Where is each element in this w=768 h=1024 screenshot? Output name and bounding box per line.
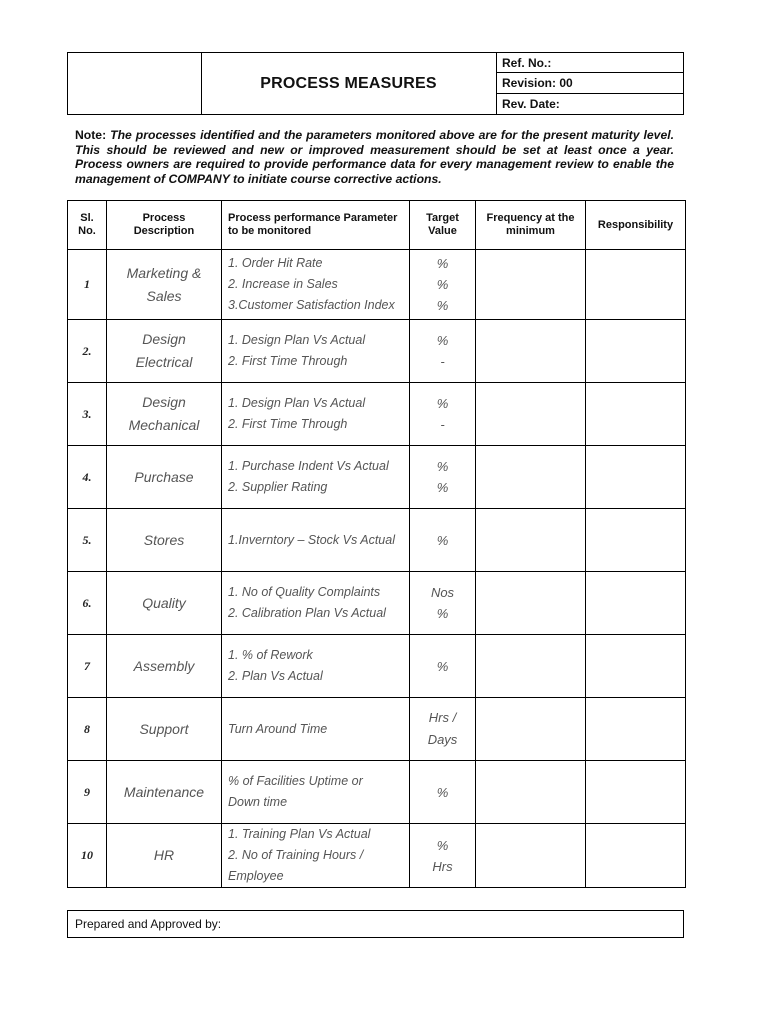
header-process-description: Process Description: [107, 201, 222, 250]
process-description-cell: [107, 761, 222, 824]
targets-line: %: [436, 298, 449, 313]
targets-line: %: [436, 256, 449, 271]
params-line: 1. Training Plan Vs Actual: [228, 827, 371, 841]
sl-no-cell: 2.: [68, 320, 107, 383]
table-row: [68, 250, 686, 320]
ref-no-label: Ref. No.:: [496, 53, 683, 73]
target-value-cell: [410, 572, 476, 635]
params-line: 2. Calibration Plan Vs Actual: [228, 606, 386, 620]
desc-line: Mechanical: [128, 417, 200, 433]
params-line: 1. No of Quality Complaints: [228, 585, 381, 599]
params-line: Employee: [228, 869, 284, 883]
table-row: [68, 383, 686, 446]
header-frequency: Frequency at the minimum: [476, 201, 586, 250]
parameter-cell: [222, 383, 410, 446]
responsibility-cell: [586, 635, 686, 698]
responsibility-cell: [586, 250, 686, 320]
target-value-cell: [410, 320, 476, 383]
process-description-cell: [107, 320, 222, 383]
frequency-cell: [476, 383, 586, 446]
sl-no-cell: 5.: [68, 509, 107, 572]
targets-line: Hrs: [432, 858, 453, 874]
frequency-cell: [476, 572, 586, 635]
prepared-approved-box: Prepared and Approved by:: [67, 910, 684, 938]
params-line: 1. Order Hit Rate: [228, 256, 323, 270]
targets-line: Nos: [430, 585, 455, 600]
responsibility-cell: [586, 383, 686, 446]
table-row: [68, 572, 686, 635]
responsibility-cell: [586, 320, 686, 383]
params-line: 2. First Time Through: [228, 354, 348, 368]
targets-line: -: [440, 354, 445, 369]
table-header-row: [68, 201, 686, 250]
note-text: The processes identified and the parameters monitored above are for the present maturity level. This should be reviewed and new or improved measurement should be set at least once a year. Process owners are required to provide performance data for every management review to enable the management of COMPANY to initiate course corrective actions.: [75, 128, 674, 186]
logo-cell: [68, 53, 202, 114]
parameter-cell: [222, 509, 410, 572]
targets-line: %: [436, 459, 449, 474]
responsibility-cell: [586, 761, 686, 824]
sl-no-cell: 3.: [68, 383, 107, 446]
desc-line: Marketing &: [126, 264, 202, 281]
desc-line: Purchase: [134, 468, 194, 485]
targets-line: %: [436, 532, 449, 548]
targets-line: Hrs /: [428, 710, 457, 725]
params-line: 1. Purchase Indent Vs Actual: [228, 459, 389, 473]
params-line: 2. First Time Through: [228, 417, 348, 431]
params-line: Down time: [228, 795, 288, 809]
desc-line: Electrical: [135, 354, 193, 370]
note-paragraph: [75, 128, 674, 186]
document-title: PROCESS MEASURES: [201, 53, 497, 114]
responsibility-cell: [586, 509, 686, 572]
responsibility-cell: [586, 446, 686, 509]
parameter-cell: [222, 698, 410, 761]
rev-date-label: Rev. Date:: [502, 96, 560, 111]
note-label: Note:: [75, 128, 107, 142]
desc-line: Sales: [146, 287, 182, 304]
targets-line: Days: [427, 732, 458, 747]
targets-line: %: [436, 658, 449, 674]
table-row: [68, 698, 686, 761]
process-description-cell: [107, 635, 222, 698]
target-value-cell: [410, 250, 476, 320]
process-description-cell: [107, 446, 222, 509]
sl-no-cell: 6.: [68, 572, 107, 635]
parameter-cell: [222, 761, 410, 824]
desc-line: HR: [153, 847, 175, 863]
process-description-cell: [107, 383, 222, 446]
target-value-cell: [410, 824, 476, 888]
table-row: [68, 761, 686, 824]
targets-line: %: [436, 333, 449, 348]
params-line: 2. Supplier Rating: [228, 480, 328, 494]
target-value-cell: [410, 635, 476, 698]
header-responsibility: Responsibility: [586, 201, 686, 250]
target-value-cell: [410, 698, 476, 761]
params-line: 1. % of Rework: [228, 648, 313, 662]
process-description-cell: [107, 572, 222, 635]
params-line: 1. Design Plan Vs Actual: [228, 396, 366, 410]
sl-no-cell: 7: [68, 635, 107, 698]
desc-line: Design: [142, 394, 186, 410]
parameter-cell: [222, 572, 410, 635]
sl-no-cell: 8: [68, 698, 107, 761]
responsibility-cell: [586, 824, 686, 888]
targets-line: %: [436, 784, 449, 800]
params-line: 1. Design Plan Vs Actual: [228, 333, 366, 347]
targets-line: -: [440, 417, 445, 432]
targets-line: %: [436, 277, 449, 292]
target-value-cell: [410, 761, 476, 824]
parameter-cell: [222, 250, 410, 320]
frequency-cell: [476, 446, 586, 509]
targets-line: %: [436, 606, 449, 621]
target-value-cell: [410, 383, 476, 446]
table-row: [68, 446, 686, 509]
params-line: % of Facilities Uptime or: [228, 774, 363, 788]
params-line: 3.Customer Satisfaction Index: [228, 298, 395, 312]
targets-line: %: [436, 837, 449, 853]
header-target-value: Target Value: [410, 201, 476, 250]
process-description-cell: [107, 250, 222, 320]
targets-line: %: [436, 396, 449, 411]
desc-line: Stores: [143, 531, 185, 548]
responsibility-cell: [586, 572, 686, 635]
frequency-cell: [476, 635, 586, 698]
frequency-cell: [476, 761, 586, 824]
sl-no-cell: 4.: [68, 446, 107, 509]
desc-line: Assembly: [133, 657, 195, 674]
target-value-cell: [410, 509, 476, 572]
process-description-cell: [107, 698, 222, 761]
params-line: Turn Around Time: [228, 721, 328, 736]
parameter-cell: [222, 320, 410, 383]
process-description-cell: [107, 824, 222, 888]
table-row: [68, 635, 686, 698]
header-parameter: Process performance Parameter to be monitored: [222, 201, 410, 250]
table-row: [68, 320, 686, 383]
target-value-cell: [410, 446, 476, 509]
table-row: [68, 509, 686, 572]
parameter-cell: [222, 635, 410, 698]
process-measures-table: [67, 200, 686, 888]
sl-no-cell: 9: [68, 761, 107, 824]
process-description-cell: [107, 509, 222, 572]
params-line: 1.Inverntory – Stock Vs Actual: [228, 532, 395, 547]
frequency-cell: [476, 250, 586, 320]
sl-no-cell: 1: [68, 250, 107, 320]
desc-line: Quality: [142, 594, 186, 611]
desc-line: Support: [139, 720, 189, 737]
parameter-cell: [222, 824, 410, 888]
revision-label: Revision: 00: [496, 73, 683, 93]
table-row: [68, 824, 686, 888]
frequency-cell: [476, 698, 586, 761]
params-line: 2. No of Training Hours /: [228, 848, 364, 862]
frequency-cell: [476, 824, 586, 888]
desc-line: Design: [142, 331, 186, 347]
frequency-cell: [476, 320, 586, 383]
params-line: 2. Increase in Sales: [228, 277, 338, 291]
document-meta: [496, 53, 683, 114]
responsibility-cell: [586, 698, 686, 761]
document-header: [67, 52, 684, 115]
desc-line: Maintenance: [123, 783, 205, 800]
frequency-cell: [476, 509, 586, 572]
params-line: 2. Plan Vs Actual: [228, 669, 323, 683]
sl-no-cell: 10: [68, 824, 107, 888]
parameter-cell: [222, 446, 410, 509]
header-sl-no: Sl. No.: [68, 201, 107, 250]
targets-line: %: [436, 480, 449, 495]
